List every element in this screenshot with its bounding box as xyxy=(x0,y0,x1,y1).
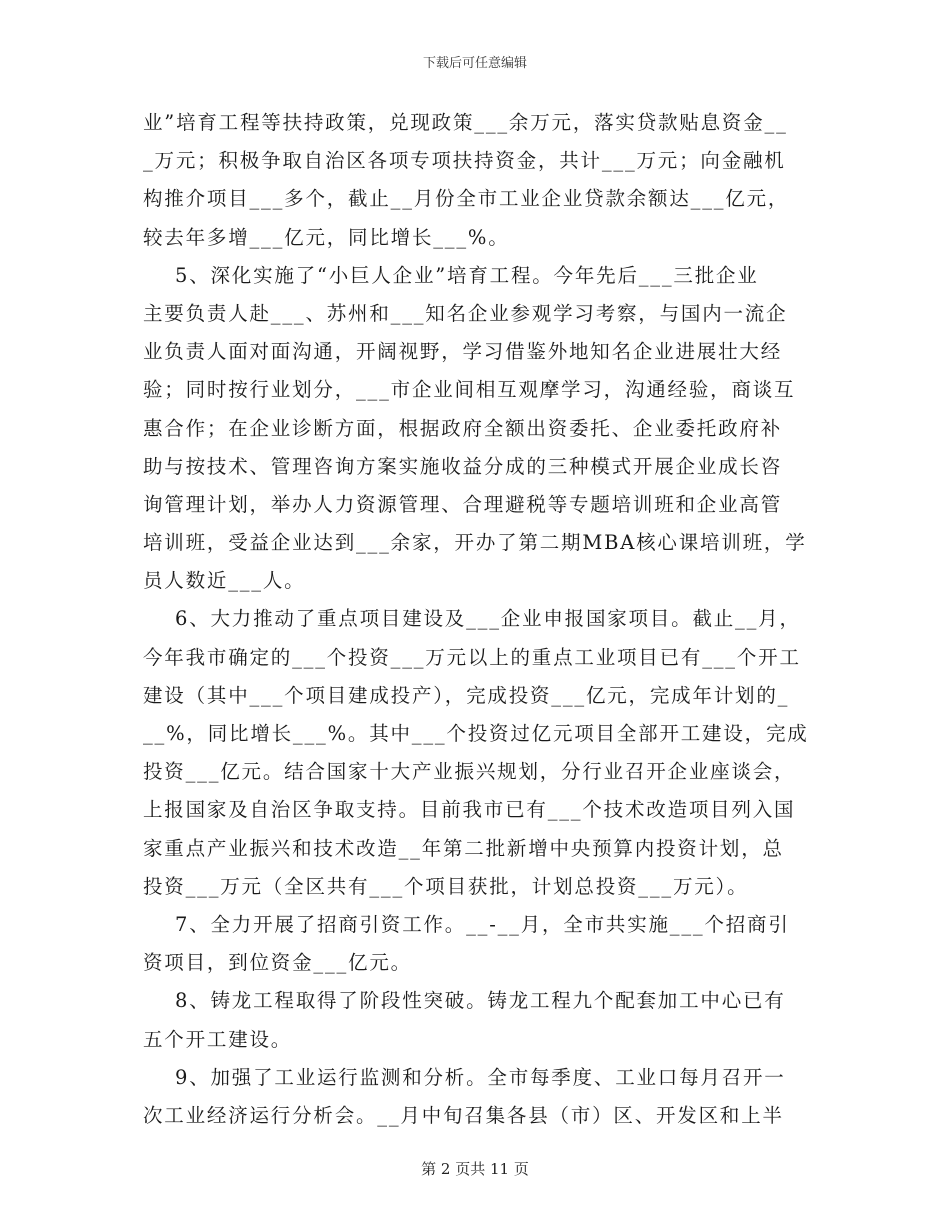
text-line: 5、深化实施了“小巨人企业”培育工程。今年先后___三批企业 xyxy=(143,263,759,287)
text-line: 资项目，到位资金___亿元。 xyxy=(143,951,412,975)
text-line: 投资___亿元。结合国家十大产业振兴规划，分行业召开企业座谈会， xyxy=(143,760,796,784)
text-line: 投资___万元（全区共有___个项目获批，计划总投资___万元）。 xyxy=(143,874,749,898)
text-line: 8、铸龙工程取得了阶段性突破。铸龙工程九个配套加工中心已有 xyxy=(143,989,786,1013)
text-line: 培训班，受益企业达到___余家，开办了第二期MBA核心课培训班，学 xyxy=(143,531,807,555)
text-line: 业负责人面对面沟通，开阔视野，学习借鉴外地知名企业进展壮大经 xyxy=(143,340,783,364)
text-line: _万元；积极争取自治区各项专项扶持资金，共计___万元；向金融机 xyxy=(143,149,786,173)
text-line: 主要负责人赴___、苏州和___知名企业参观学习考察，与国内一流企 xyxy=(143,301,788,325)
text-line: 上报国家及自治区争取支持。目前我市已有___个技术改造项目列入国 xyxy=(143,798,796,822)
text-line: 家重点产业振兴和技术改造__年第二批新增中央预算内投资计划，总 xyxy=(143,836,784,860)
text-line: 6、大力推动了重点项目建设及___企业申报国家项目。截止__月， xyxy=(143,607,801,631)
text-line: 业”培育工程等扶持政策，兑现政策___余万元，落实贷款贴息资金__ xyxy=(143,111,788,134)
text-line: 验；同时按行业划分，___市企业间相互观摩学习，沟通经验，商谈互 xyxy=(143,378,796,402)
text-line: 询管理计划，举办人力资源管理、合理避税等专题培训班和企业高管 xyxy=(143,492,783,516)
text-line: 员人数近___人。 xyxy=(143,569,306,593)
text-line: 次工业经济运行分析会。__月中旬召集各县（市）区、开发区和上半 xyxy=(143,1103,784,1127)
text-line: 助与按技术、管理咨询方案实施收益分成的三种模式开展企业成长咨 xyxy=(143,454,783,478)
text-line: 五个开工建设。 xyxy=(143,1027,293,1051)
text-line: 构推介项目___多个，截止__月份全市工业企业贷款余额达___亿元， xyxy=(143,187,790,211)
text-line: 7、全力开展了招商引资工作。__-__月，全市共实施___个招商引 xyxy=(143,912,790,936)
header-note: 下载后可任意编辑 xyxy=(422,56,527,71)
text-line: 较去年多增___亿元，同比增长___%。 xyxy=(143,225,510,249)
page-footer: 第 2 页共 11 页 xyxy=(421,1160,529,1178)
text-line: __%，同比增长___%。其中___个投资过亿元项目全部开工建设，完成 xyxy=(143,722,809,745)
text-line: 今年我市确定的___个投资___万元以上的重点工业项目已有___个开工 xyxy=(143,645,801,669)
text-line: 惠合作；在企业诊断方面，根据政府全额出资委托、企业委托政府补 xyxy=(143,416,783,440)
text-line: 9、加强了工业运行监测和分析。全市每季度、工业口每月召开一 xyxy=(143,1065,786,1089)
text-line: 建设（其中___个项目建成投产），完成投资___亿元，完成年计划的_ xyxy=(143,683,790,707)
document-body xyxy=(143,104,809,1135)
